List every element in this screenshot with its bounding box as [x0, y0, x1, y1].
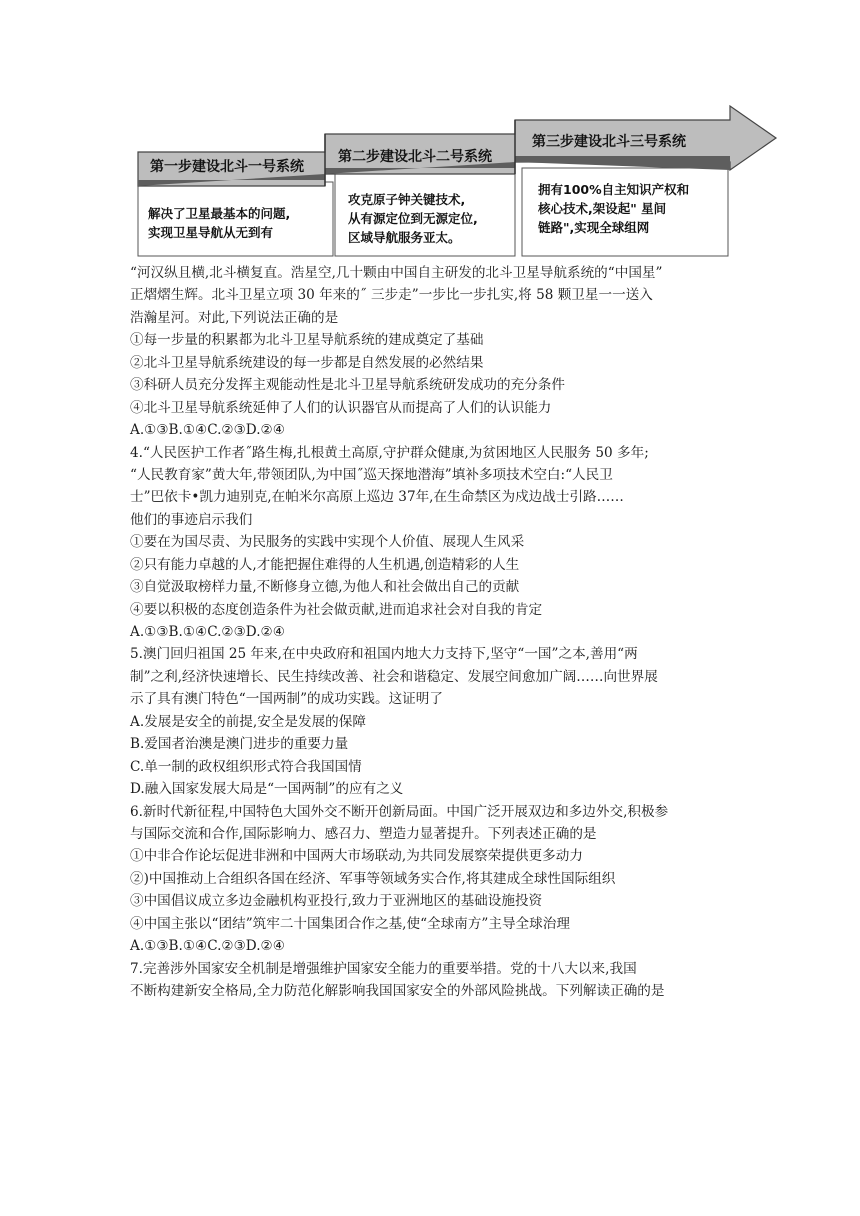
text-line: D.融入国家发展大局是“一国两制”的应有之义: [130, 781, 404, 798]
step3-description: [538, 180, 689, 237]
text-line: 与国际交流和合作,国际影响力、感召力、塑造力显著提升。下列表述正确的是: [130, 825, 597, 842]
description-line: 攻克原子钟关键技术,: [348, 192, 466, 207]
text-line: ③中国倡议成立多边金融机构亚投行,致力于亚洲地区的基础设施投资: [130, 893, 543, 910]
text-line: 4.“人民医护工作者˝路生梅,扎根黄土高原,守护群众健康,为贫困地区人民服务 50 多年;: [130, 444, 649, 461]
text-line: 示了具有澳门特色“一国两制”的成功实践。这证明了: [130, 691, 443, 708]
text-line: 5.澳门回归祖国 25 年来,在中央政府和祖国内地大力支持下,坚守“一国”之本,善用“两: [130, 646, 638, 663]
description-line: 拥有100%自主知识产权和: [538, 182, 690, 197]
description-line: 从有源定位到无源定位,: [348, 211, 478, 226]
text-line: ②只有能力卓越的人,才能把握住难得的人生机遇,创造精彩的人生: [130, 556, 520, 573]
beidou-three-steps-diagram: [130, 104, 780, 260]
description-line: 解决了卫星最基本的问题,: [148, 206, 291, 221]
text-line: 6.新时代新征程,中国特色大国外交不断开创新局面。中国广泛开展双边和多边外交,积极参: [130, 803, 669, 820]
question-text: [130, 262, 740, 1002]
text-line: 不断构建新安全格局,全力防范化解影响我国国家安全的外部风险挑战。下列解读正确的是: [130, 983, 665, 999]
text-line: 浩瀚星河。对此,下列说法正确的是: [130, 309, 339, 326]
step1-description: [148, 204, 290, 242]
text-line: “河汉纵且横,北斗横复直。浩星空,几十颗由中国自主研发的北斗卫星导航系统的“中国星”: [130, 265, 663, 281]
description-line: 实现卫星导航从无到有: [148, 225, 274, 240]
step2-title: 第二步建设北斗二号系统: [338, 149, 492, 165]
text-line: ③科研人员充分发挥主观能动性是北斗卫星导航系统研发成功的充分条件: [130, 377, 565, 394]
text-line: ②北斗卫星导航系统建设的每一步都是自然发展的必然结果: [130, 354, 484, 371]
text-line: 7.完善涉外国家安全机制是增强维护国家安全能力的重要举措。党的十八大以来,我国: [130, 960, 637, 977]
text-line: ④北斗卫星导航系统延伸了人们的认识器官从而提高了人们的认识能力: [130, 399, 552, 416]
text-line: ③自觉汲取榜样力量,不断修身立德,为他人和社会做出自己的贡献: [130, 579, 520, 596]
text-line: “人民教育家”黄大年,带领团队,为中国˝巡天探地潜海”填补多项技术空白:“人民卫: [130, 466, 613, 483]
text-line: ①中非合作论坛促进非洲和中国两大市场联动,为共同发展察荣提供更多动力: [130, 848, 583, 865]
text-line: ④要以积极的态度创造条件为社会做贡献,进而追求社会对自我的肯定: [130, 601, 543, 618]
text-line: ②)中国推动上合组织各国在经济、军事等领域务实合作,将其建成全球性国际组织: [130, 870, 616, 887]
text-line: C.单一制的政权组织形式符合我国国情: [130, 758, 362, 775]
description-line: 核心技术,架设起" 星间: [538, 201, 667, 216]
answer-options: A.①③B.①④C.②③D.②④: [130, 422, 285, 439]
text-line: ④中国主张以“团结”筑牢二十国集团合作之基,使“全球南方”主导全球治理: [130, 915, 570, 932]
description-line: 链路",实现全球组网: [538, 220, 650, 235]
step2-description: [348, 190, 478, 247]
description-line: 区域导航服务亚太。: [348, 230, 461, 245]
answer-options: A.①③B.①④C.②③D.②④: [130, 624, 285, 640]
text-line: A.发展是安全的前提,安全是发展的保障: [130, 713, 366, 730]
text-line: 他们的事迹启示我们: [130, 511, 253, 528]
text-line: 正熠熠生辉。北斗卫星立项 30 年来的˝ 三步走”一步比一步扎实,将 58 颗卫星一一送入: [130, 287, 653, 304]
text-line: 士”巴依卡•凯力迪别克,在帕米尔高原上巡边 37年,在生命禁区为戍边战士引路……: [130, 489, 624, 506]
text-line: 制”之利,经济快速增长、民生持续改善、社会和谐稳定、发展空间愈加广阔……向世界展: [130, 668, 658, 685]
answer-options: A.①③B.①④C.②③D.②④: [130, 938, 285, 955]
text-line: ①要在为国尽责、为民服务的实践中实现个人价值、展现人生风采: [130, 534, 525, 551]
step3-title: 第三步建设北斗三号系统: [532, 134, 686, 150]
text-line: B.爱国者治澳是澳门进步的重要力量: [130, 736, 349, 753]
text-line: ①每一步量的积累都为北斗卫星导航系统的建成奠定了基础: [130, 332, 484, 349]
step1-title: 第一步建设北斗一号系统: [150, 159, 304, 175]
